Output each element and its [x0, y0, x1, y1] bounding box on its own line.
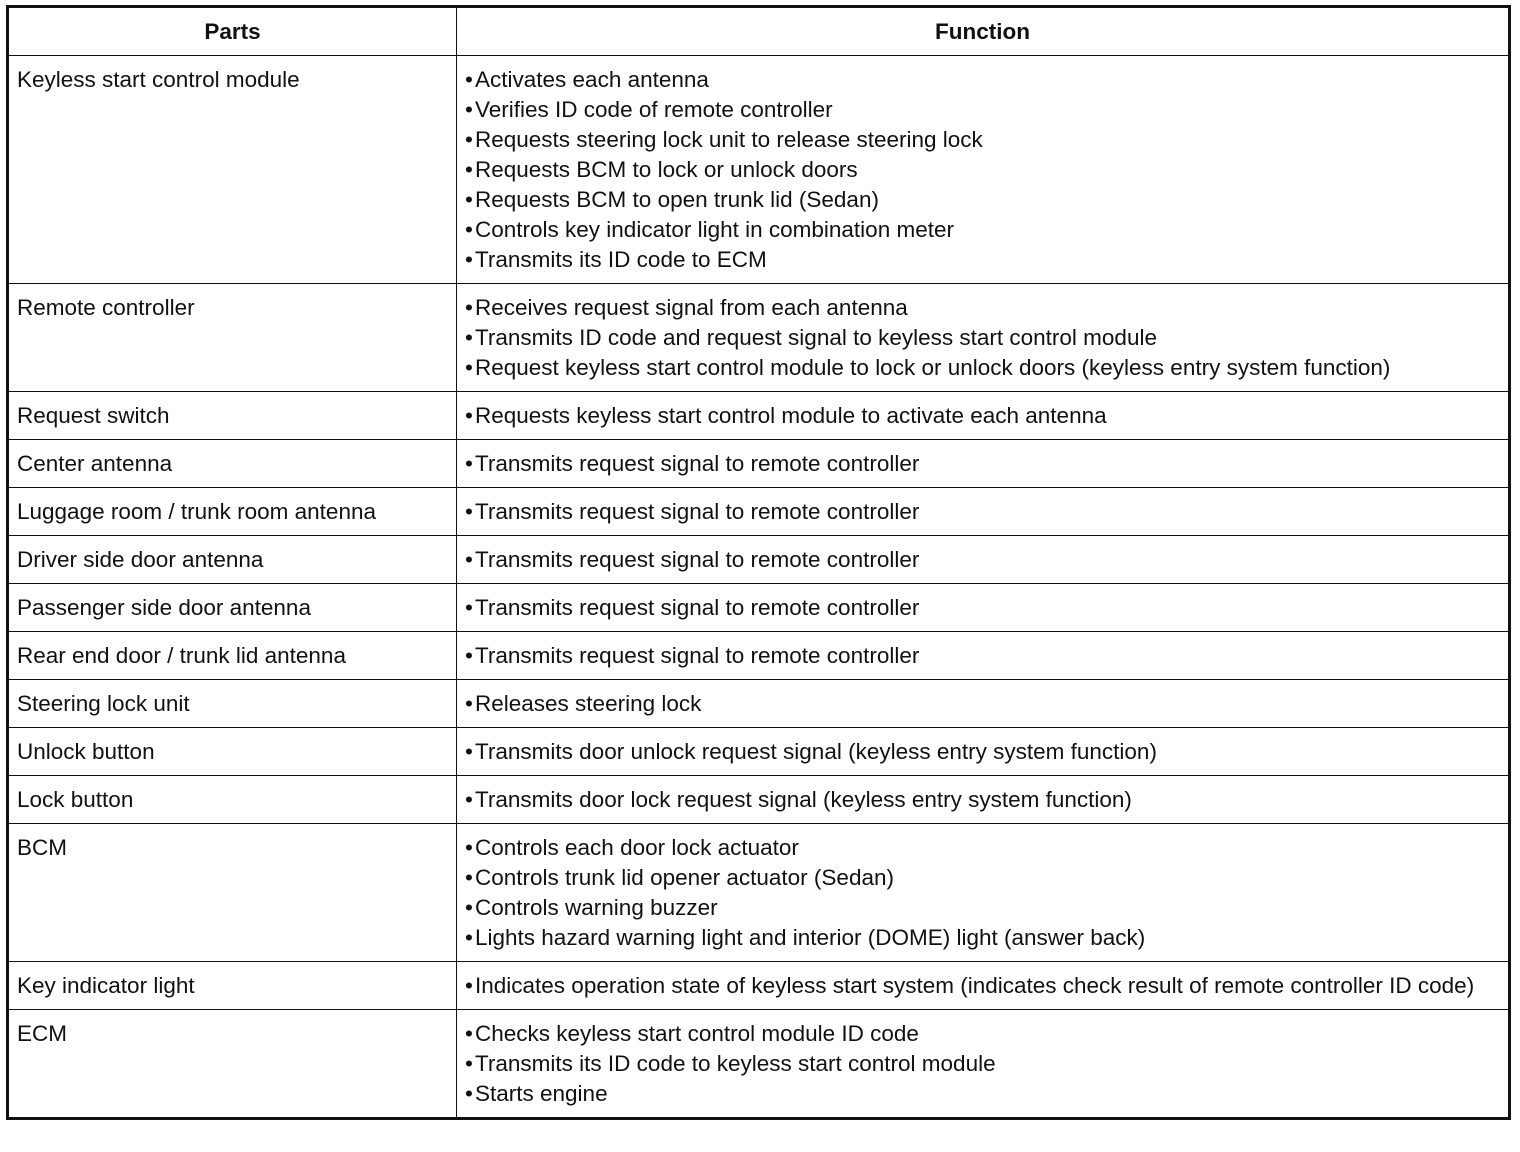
function-cell — [457, 962, 1510, 1010]
parts-function-table — [6, 5, 1511, 1120]
function-text: Releases steering lock — [475, 691, 702, 716]
function-cell — [457, 632, 1510, 680]
table-body — [8, 56, 1510, 1119]
function-cell — [457, 680, 1510, 728]
function-item — [465, 449, 1508, 479]
parts-column-header: Parts — [8, 7, 457, 56]
function-text: Transmits request signal to remote controller — [475, 643, 920, 668]
function-text: Controls key indicator light in combination meter — [475, 217, 954, 242]
function-cell — [457, 392, 1510, 440]
function-item — [465, 65, 1508, 95]
function-item — [465, 833, 1508, 863]
bullet-icon: • — [465, 973, 473, 998]
bullet-icon: • — [465, 1051, 473, 1076]
bullet-icon: • — [465, 643, 473, 668]
part-name-cell: Center antenna — [8, 440, 457, 488]
function-cell — [457, 536, 1510, 584]
function-cell — [457, 584, 1510, 632]
part-name-cell: Key indicator light — [8, 962, 457, 1010]
table-row — [8, 584, 1510, 632]
function-item — [465, 245, 1508, 275]
bullet-icon: • — [465, 67, 473, 92]
function-item — [465, 1079, 1508, 1109]
function-item — [465, 323, 1508, 353]
function-cell — [457, 728, 1510, 776]
part-name-cell: Luggage room / trunk room antenna — [8, 488, 457, 536]
bullet-icon: • — [465, 187, 473, 212]
table-row — [8, 440, 1510, 488]
bullet-icon: • — [465, 97, 473, 122]
function-text: Transmits request signal to remote controller — [475, 499, 920, 524]
function-text: Requests keyless start control module to activate each antenna — [475, 403, 1107, 428]
function-item — [465, 593, 1508, 623]
table-row — [8, 776, 1510, 824]
part-name-cell: Remote controller — [8, 284, 457, 392]
table-row — [8, 680, 1510, 728]
part-name-cell: Passenger side door antenna — [8, 584, 457, 632]
table-row — [8, 284, 1510, 392]
bullet-icon: • — [465, 739, 473, 764]
function-text: Starts engine — [475, 1081, 608, 1106]
bullet-icon: • — [465, 1081, 473, 1106]
function-cell — [457, 488, 1510, 536]
function-cell — [457, 776, 1510, 824]
function-item — [465, 863, 1508, 893]
function-item — [465, 785, 1508, 815]
function-item — [465, 293, 1508, 323]
function-item — [465, 1019, 1508, 1049]
function-text: Controls each door lock actuator — [475, 835, 799, 860]
part-name-cell: Request switch — [8, 392, 457, 440]
function-item — [465, 689, 1508, 719]
function-cell — [457, 284, 1510, 392]
function-text: Indicates operation state of keyless start system (indicates check result of remote controller ID code) — [475, 973, 1475, 998]
bullet-icon: • — [465, 691, 473, 716]
part-name-cell: Unlock button — [8, 728, 457, 776]
function-cell — [457, 440, 1510, 488]
function-column-header: Function — [457, 7, 1510, 56]
bullet-icon: • — [465, 925, 473, 950]
bullet-icon: • — [465, 595, 473, 620]
part-name-cell: Rear end door / trunk lid antenna — [8, 632, 457, 680]
part-name-cell: BCM — [8, 824, 457, 962]
function-text: Transmits request signal to remote controller — [475, 451, 920, 476]
part-name-cell: ECM — [8, 1010, 457, 1119]
function-item — [465, 737, 1508, 767]
function-cell — [457, 56, 1510, 284]
table-row — [8, 962, 1510, 1010]
function-item — [465, 401, 1508, 431]
function-item — [465, 497, 1508, 527]
function-item — [465, 1049, 1508, 1079]
bullet-icon: • — [465, 547, 473, 572]
function-text: Verifies ID code of remote controller — [475, 97, 833, 122]
function-item — [465, 641, 1508, 671]
table-row — [8, 56, 1510, 284]
function-text: Checks keyless start control module ID code — [475, 1021, 919, 1046]
table-row — [8, 728, 1510, 776]
bullet-icon: • — [465, 499, 473, 524]
function-text: Transmits door unlock request signal (keyless entry system function) — [475, 739, 1157, 764]
bullet-icon: • — [465, 217, 473, 242]
function-item — [465, 185, 1508, 215]
bullet-icon: • — [465, 325, 473, 350]
function-text: Activates each antenna — [475, 67, 709, 92]
part-name-cell: Driver side door antenna — [8, 536, 457, 584]
function-text: Requests BCM to open trunk lid (Sedan) — [475, 187, 879, 212]
bullet-icon: • — [465, 157, 473, 182]
function-text: Transmits request signal to remote controller — [475, 595, 920, 620]
function-item — [465, 545, 1508, 575]
function-text: Requests steering lock unit to release steering lock — [475, 127, 983, 152]
function-text: Transmits ID code and request signal to keyless start control module — [475, 325, 1157, 350]
function-text: Controls warning buzzer — [475, 895, 718, 920]
bullet-icon: • — [465, 127, 473, 152]
function-cell — [457, 824, 1510, 962]
function-text: Request keyless start control module to lock or unlock doors (keyless entry system function) — [475, 355, 1391, 380]
part-name-cell: Lock button — [8, 776, 457, 824]
bullet-icon: • — [465, 787, 473, 812]
bullet-icon: • — [465, 865, 473, 890]
function-item — [465, 95, 1508, 125]
function-item — [465, 923, 1508, 953]
function-item — [465, 125, 1508, 155]
function-text: Transmits door lock request signal (keyless entry system function) — [475, 787, 1132, 812]
function-item — [465, 893, 1508, 923]
table-row — [8, 824, 1510, 962]
function-text: Requests BCM to lock or unlock doors — [475, 157, 858, 182]
bullet-icon: • — [465, 295, 473, 320]
bullet-icon: • — [465, 1021, 473, 1046]
function-text: Transmits request signal to remote controller — [475, 547, 920, 572]
table-row — [8, 536, 1510, 584]
function-text: Transmits its ID code to ECM — [475, 247, 767, 272]
header-row — [8, 7, 1510, 56]
function-item — [465, 353, 1508, 383]
function-cell — [457, 1010, 1510, 1119]
function-text: Transmits its ID code to keyless start control module — [475, 1051, 996, 1076]
bullet-icon: • — [465, 403, 473, 428]
bullet-icon: • — [465, 835, 473, 860]
table-row — [8, 392, 1510, 440]
function-text: Lights hazard warning light and interior (DOME) light (answer back) — [475, 925, 1146, 950]
function-text: Controls trunk lid opener actuator (Sedan) — [475, 865, 894, 890]
bullet-icon: • — [465, 895, 473, 920]
bullet-icon: • — [465, 355, 473, 380]
table-row — [8, 1010, 1510, 1119]
part-name-cell: Steering lock unit — [8, 680, 457, 728]
part-name-cell: Keyless start control module — [8, 56, 457, 284]
function-text: Receives request signal from each antenna — [475, 295, 908, 320]
function-item — [465, 215, 1508, 245]
table-row — [8, 488, 1510, 536]
function-item — [465, 971, 1508, 1001]
bullet-icon: • — [465, 451, 473, 476]
bullet-icon: • — [465, 247, 473, 272]
function-item — [465, 155, 1508, 185]
table-row — [8, 632, 1510, 680]
